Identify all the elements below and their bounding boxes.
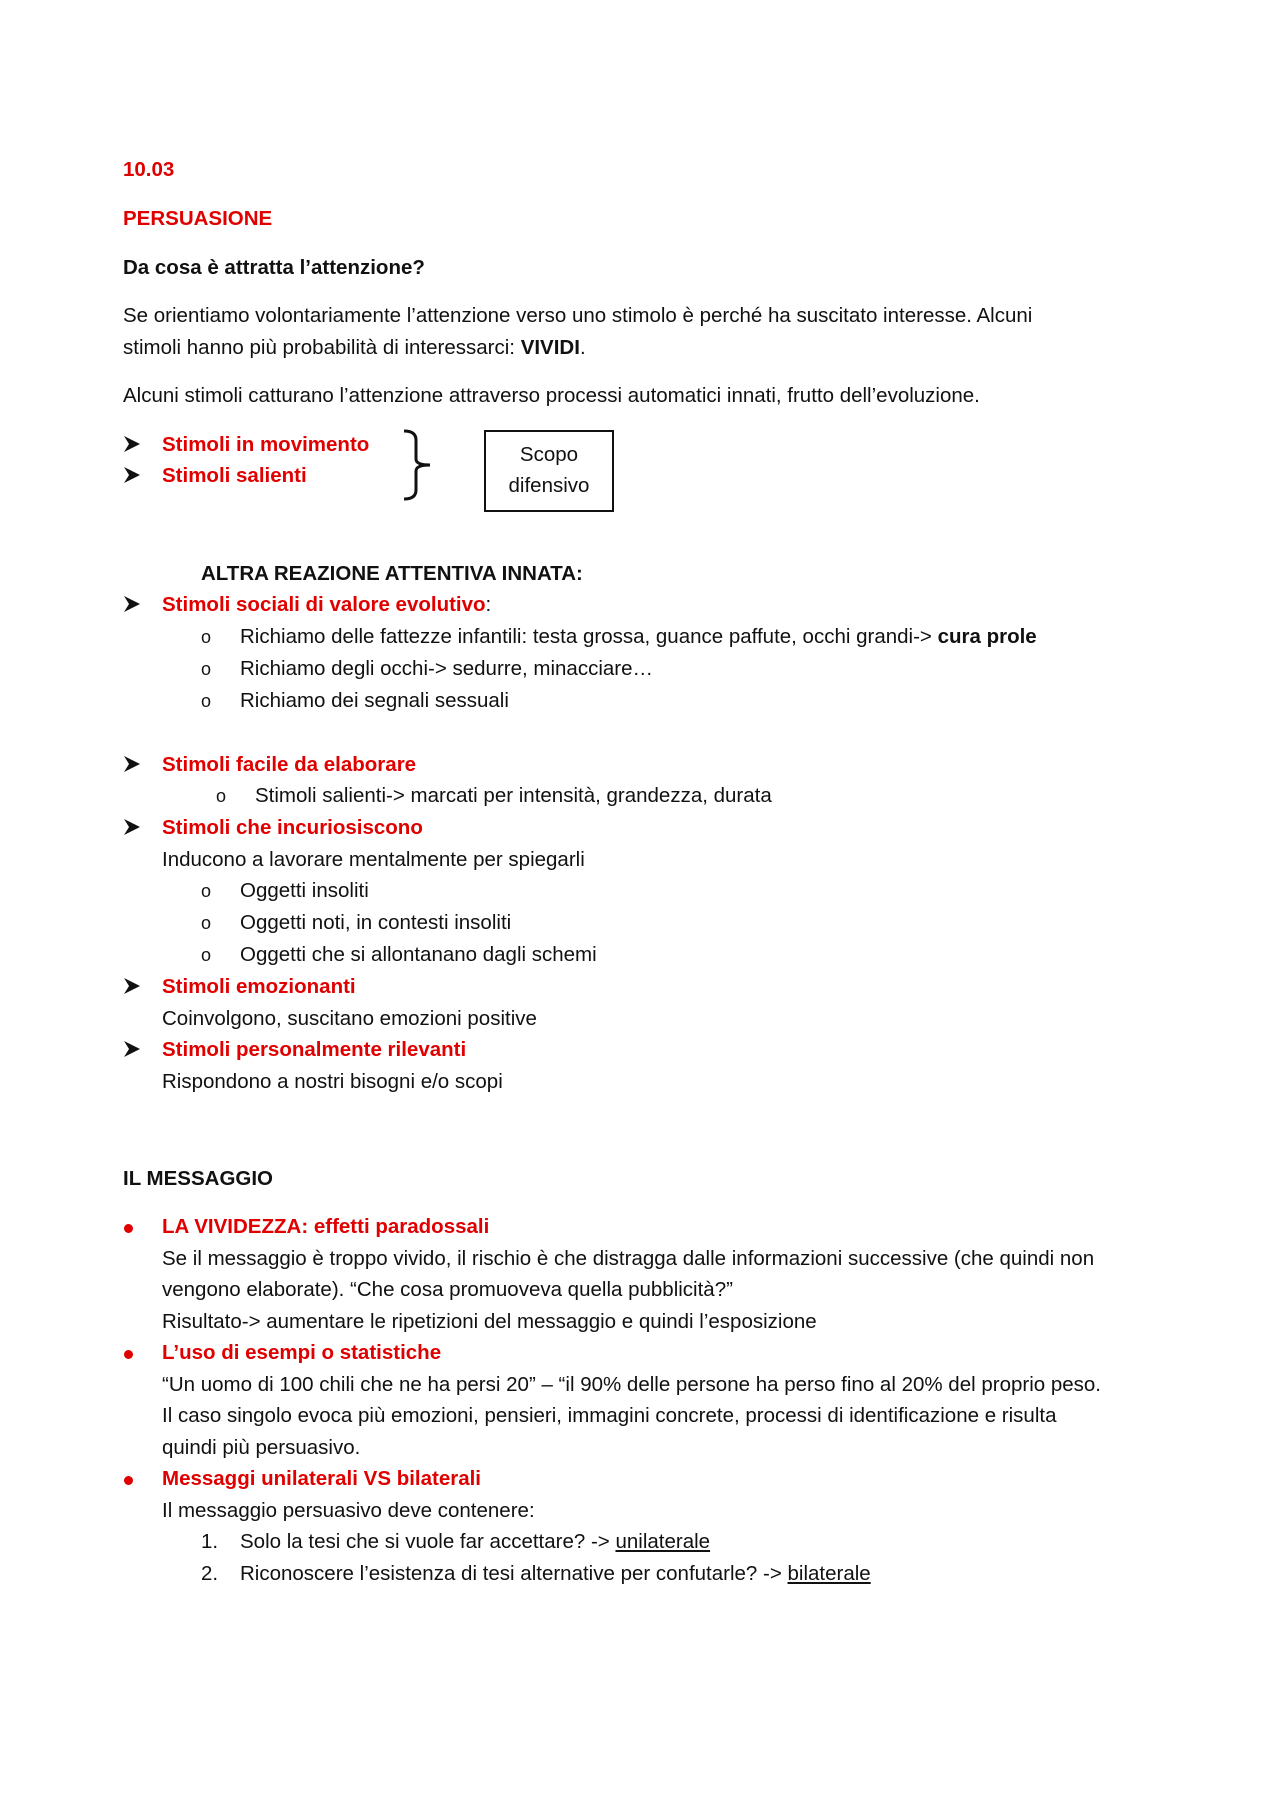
incuriosiscono-sub: Oggetti noti, in contesti insoliti <box>240 911 512 934</box>
circle-bullet-icon: o <box>201 659 212 679</box>
social-item: Stimoli sociali di valore evolutivo: <box>162 593 492 616</box>
defensive-scope-box <box>484 430 614 512</box>
vividezza-line-1: Se il messaggio è troppo vivido, il rischio è che distragga dalle informazioni successive (che quindi non <box>162 1247 1095 1270</box>
facile-item: Stimoli facile da elaborare <box>162 753 417 776</box>
circle-bullet-icon: o <box>201 913 212 933</box>
circle-bullet-icon: o <box>201 691 212 711</box>
chevron-bullet-icon <box>123 435 141 453</box>
circle-bullet-icon: o <box>201 627 212 647</box>
unilaterali-desc: Il messaggio persuasivo deve contenere: <box>162 1499 535 1522</box>
esempi-item: L’uso di esempi o statistiche <box>162 1341 442 1364</box>
list-number: 1. <box>201 1530 219 1553</box>
dot-bullet-icon <box>124 1350 133 1359</box>
box-line-2: difensivo <box>508 474 590 497</box>
title-heading: PERSUASIONE <box>123 207 273 230</box>
rilevanti-desc: Rispondono a nostri bisogni e/o scopi <box>162 1070 503 1093</box>
altra-heading: ALTRA REAZIONE ATTENTIVA INNATA: <box>201 562 583 585</box>
chevron-bullet-icon <box>123 595 141 613</box>
facile-sub-1: Stimoli salienti-> marcati per intensità, grandezza, durata <box>255 784 772 807</box>
intro-paragraph-2: Alcuni stimoli catturano l’attenzione attraverso processi automatici innati, frutto dell’evoluzione. <box>123 384 980 407</box>
incuriosiscono-sub: Oggetti che si allontanano dagli schemi <box>240 943 597 966</box>
list-number: 2. <box>201 1562 219 1585</box>
right-brace-icon <box>400 428 436 502</box>
question-heading: Da cosa è attratta l’attenzione? <box>123 256 425 279</box>
social-sub-2: Richiamo degli occhi-> sedurre, minacciare… <box>240 657 654 680</box>
intro-line-1: Se orientiamo volontariamente l’attenzione verso uno stimolo è perché ha suscitato interesse. Alcuni <box>123 304 1033 327</box>
social-sub-1: Richiamo delle fattezze infantili: testa grossa, guance paffute, occhi grandi-> cura prole <box>240 625 1037 648</box>
esempi-line-1: “Un uomo di 100 chili che ne ha persi 20” – “il 90% delle persone ha perso fino al 20% del proprio peso. <box>162 1373 1102 1396</box>
dot-bullet-icon <box>124 1476 133 1485</box>
messaggio-heading: IL MESSAGGIO <box>123 1167 273 1190</box>
defensive-item: Stimoli salienti <box>162 464 307 487</box>
dot-bullet-icon <box>124 1224 133 1233</box>
vividezza-line-2: vengono elaborate). “Che cosa promuoveva quella pubblicità?” <box>162 1278 733 1301</box>
defensive-item: Stimoli in movimento <box>162 433 370 456</box>
rilevanti-item: Stimoli personalmente rilevanti <box>162 1038 467 1061</box>
chevron-bullet-icon <box>123 818 141 836</box>
date-heading: 10.03 <box>123 158 175 181</box>
box-line-1: Scopo <box>519 443 579 467</box>
incuriosiscono-sub: Oggetti insoliti <box>240 879 369 902</box>
intro-line-2: stimoli hanno più probabilità di interessarci: VIVIDI. <box>123 336 586 359</box>
chevron-bullet-icon <box>123 1040 141 1058</box>
emozionanti-desc: Coinvolgono, suscitano emozioni positive <box>162 1007 537 1030</box>
chevron-bullet-icon <box>123 977 141 995</box>
chevron-bullet-icon <box>123 466 141 484</box>
incuriosiscono-item: Stimoli che incuriosiscono <box>162 816 423 839</box>
unilaterali-item: Messaggi unilaterali VS bilaterali <box>162 1467 482 1490</box>
circle-bullet-icon: o <box>201 881 212 901</box>
chevron-bullet-icon <box>123 755 141 773</box>
unilaterali-option-2: Riconoscere l’esistenza di tesi alternative per confutarle? -> bilaterale <box>240 1562 871 1585</box>
emozionanti-item: Stimoli emozionanti <box>162 975 356 998</box>
unilaterali-option-1: Solo la tesi che si vuole far accettare? -> unilaterale <box>240 1530 711 1553</box>
social-sub-3: Richiamo dei segnali sessuali <box>240 689 509 712</box>
incuriosiscono-desc: Inducono a lavorare mentalmente per spiegarli <box>162 848 585 871</box>
circle-bullet-icon: o <box>201 945 212 965</box>
vividezza-item: LA VIVIDEZZA: effetti paradossali <box>162 1215 490 1238</box>
esempi-line-3: quindi più persuasivo. <box>162 1436 361 1459</box>
circle-bullet-icon: o <box>216 786 227 806</box>
esempi-line-2: Il caso singolo evoca più emozioni, pensieri, immagini concrete, processi di identificazione e risulta <box>162 1404 1057 1427</box>
vividezza-line-3: Risultato-> aumentare le ripetizioni del messaggio e quindi l’esposizione <box>162 1310 817 1333</box>
